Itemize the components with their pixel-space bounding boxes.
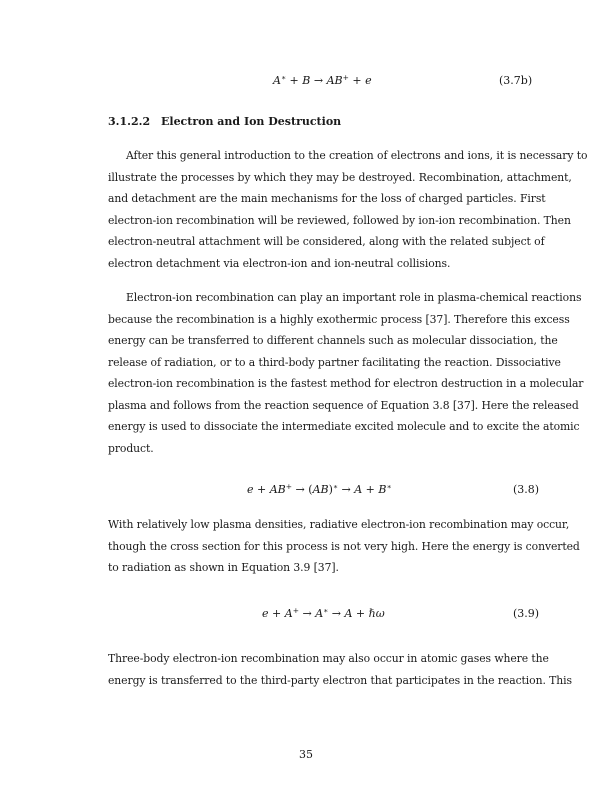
equation-expression: e + AB+ → (AB)∗ → A + B∗ bbox=[247, 482, 392, 496]
text-line: electron-neutral attachment will be considered, along with the related subject of bbox=[108, 235, 545, 248]
text-line: After this general introduction to the creation of electrons and ions, it is necessary to bbox=[126, 149, 588, 162]
page-number: 35 bbox=[299, 748, 313, 761]
text-line: energy can be transferred to different channels such as molecular dissociation, the bbox=[108, 334, 558, 347]
equation-number: (3.7b) bbox=[499, 74, 533, 87]
paragraph-2 bbox=[108, 287, 584, 459]
text-line: illustrate the processes by which they may be destroyed. Recombination, attachment, bbox=[108, 170, 572, 184]
text-line: Electron-ion recombination can play an important role in plasma-chemical reactions bbox=[126, 291, 582, 304]
text-line: electron-ion recombination will be reviewed, followed by ion-ion recombination. Then bbox=[108, 213, 571, 227]
section-heading bbox=[108, 115, 341, 128]
equation-expression: A∗ + B → AB+ + e bbox=[273, 73, 372, 87]
text-line: electron detachment via electron-ion and ion-neutral collisions. bbox=[108, 256, 451, 270]
text-line: though the cross section for this process is not very high. Here the energy is converted bbox=[108, 539, 580, 553]
paragraph-3 bbox=[108, 514, 580, 579]
text-line: plasma and follows from the reaction sequence of Equation 3.8 [37]. Here the released bbox=[108, 398, 579, 412]
text-line: With relatively low plasma densities, radiative electron-ion recombination may occur, bbox=[108, 518, 570, 531]
text-line: product. bbox=[108, 441, 154, 455]
equation-expression: e + A+ → A∗ → A + ℏω bbox=[262, 606, 385, 620]
paragraph-4 bbox=[108, 648, 573, 691]
section-number: 3.1.2.2 bbox=[108, 115, 151, 128]
text-line: electron-ion recombination is the fastest method for electron destruction in a molecular bbox=[108, 377, 584, 390]
text-line: to radiation as shown in Equation 3.9 [37]. bbox=[108, 561, 339, 574]
text-line: energy is used to dissociate the intermediate excited molecule and to excite the atomic bbox=[108, 420, 580, 433]
text-line: Three-body electron-ion recombination may also occur in atomic gases where the bbox=[108, 652, 549, 665]
section-title: Electron and Ion Destruction bbox=[161, 115, 342, 128]
equation-number: (3.8) bbox=[513, 483, 540, 496]
text-line: because the recombination is a highly exothermic process [37]. Therefore this excess bbox=[108, 312, 570, 326]
text-line: release of radiation, or to a third-body partner facilitating the reaction. Dissociative bbox=[108, 355, 561, 369]
paragraph-1 bbox=[108, 145, 588, 274]
text-line: energy is transferred to the third-party electron that participates in the reaction. This bbox=[108, 673, 573, 687]
text-line: and detachment are the main mechanisms for the loss of charged particles. First bbox=[108, 192, 546, 205]
equation-number: (3.9) bbox=[513, 607, 540, 620]
